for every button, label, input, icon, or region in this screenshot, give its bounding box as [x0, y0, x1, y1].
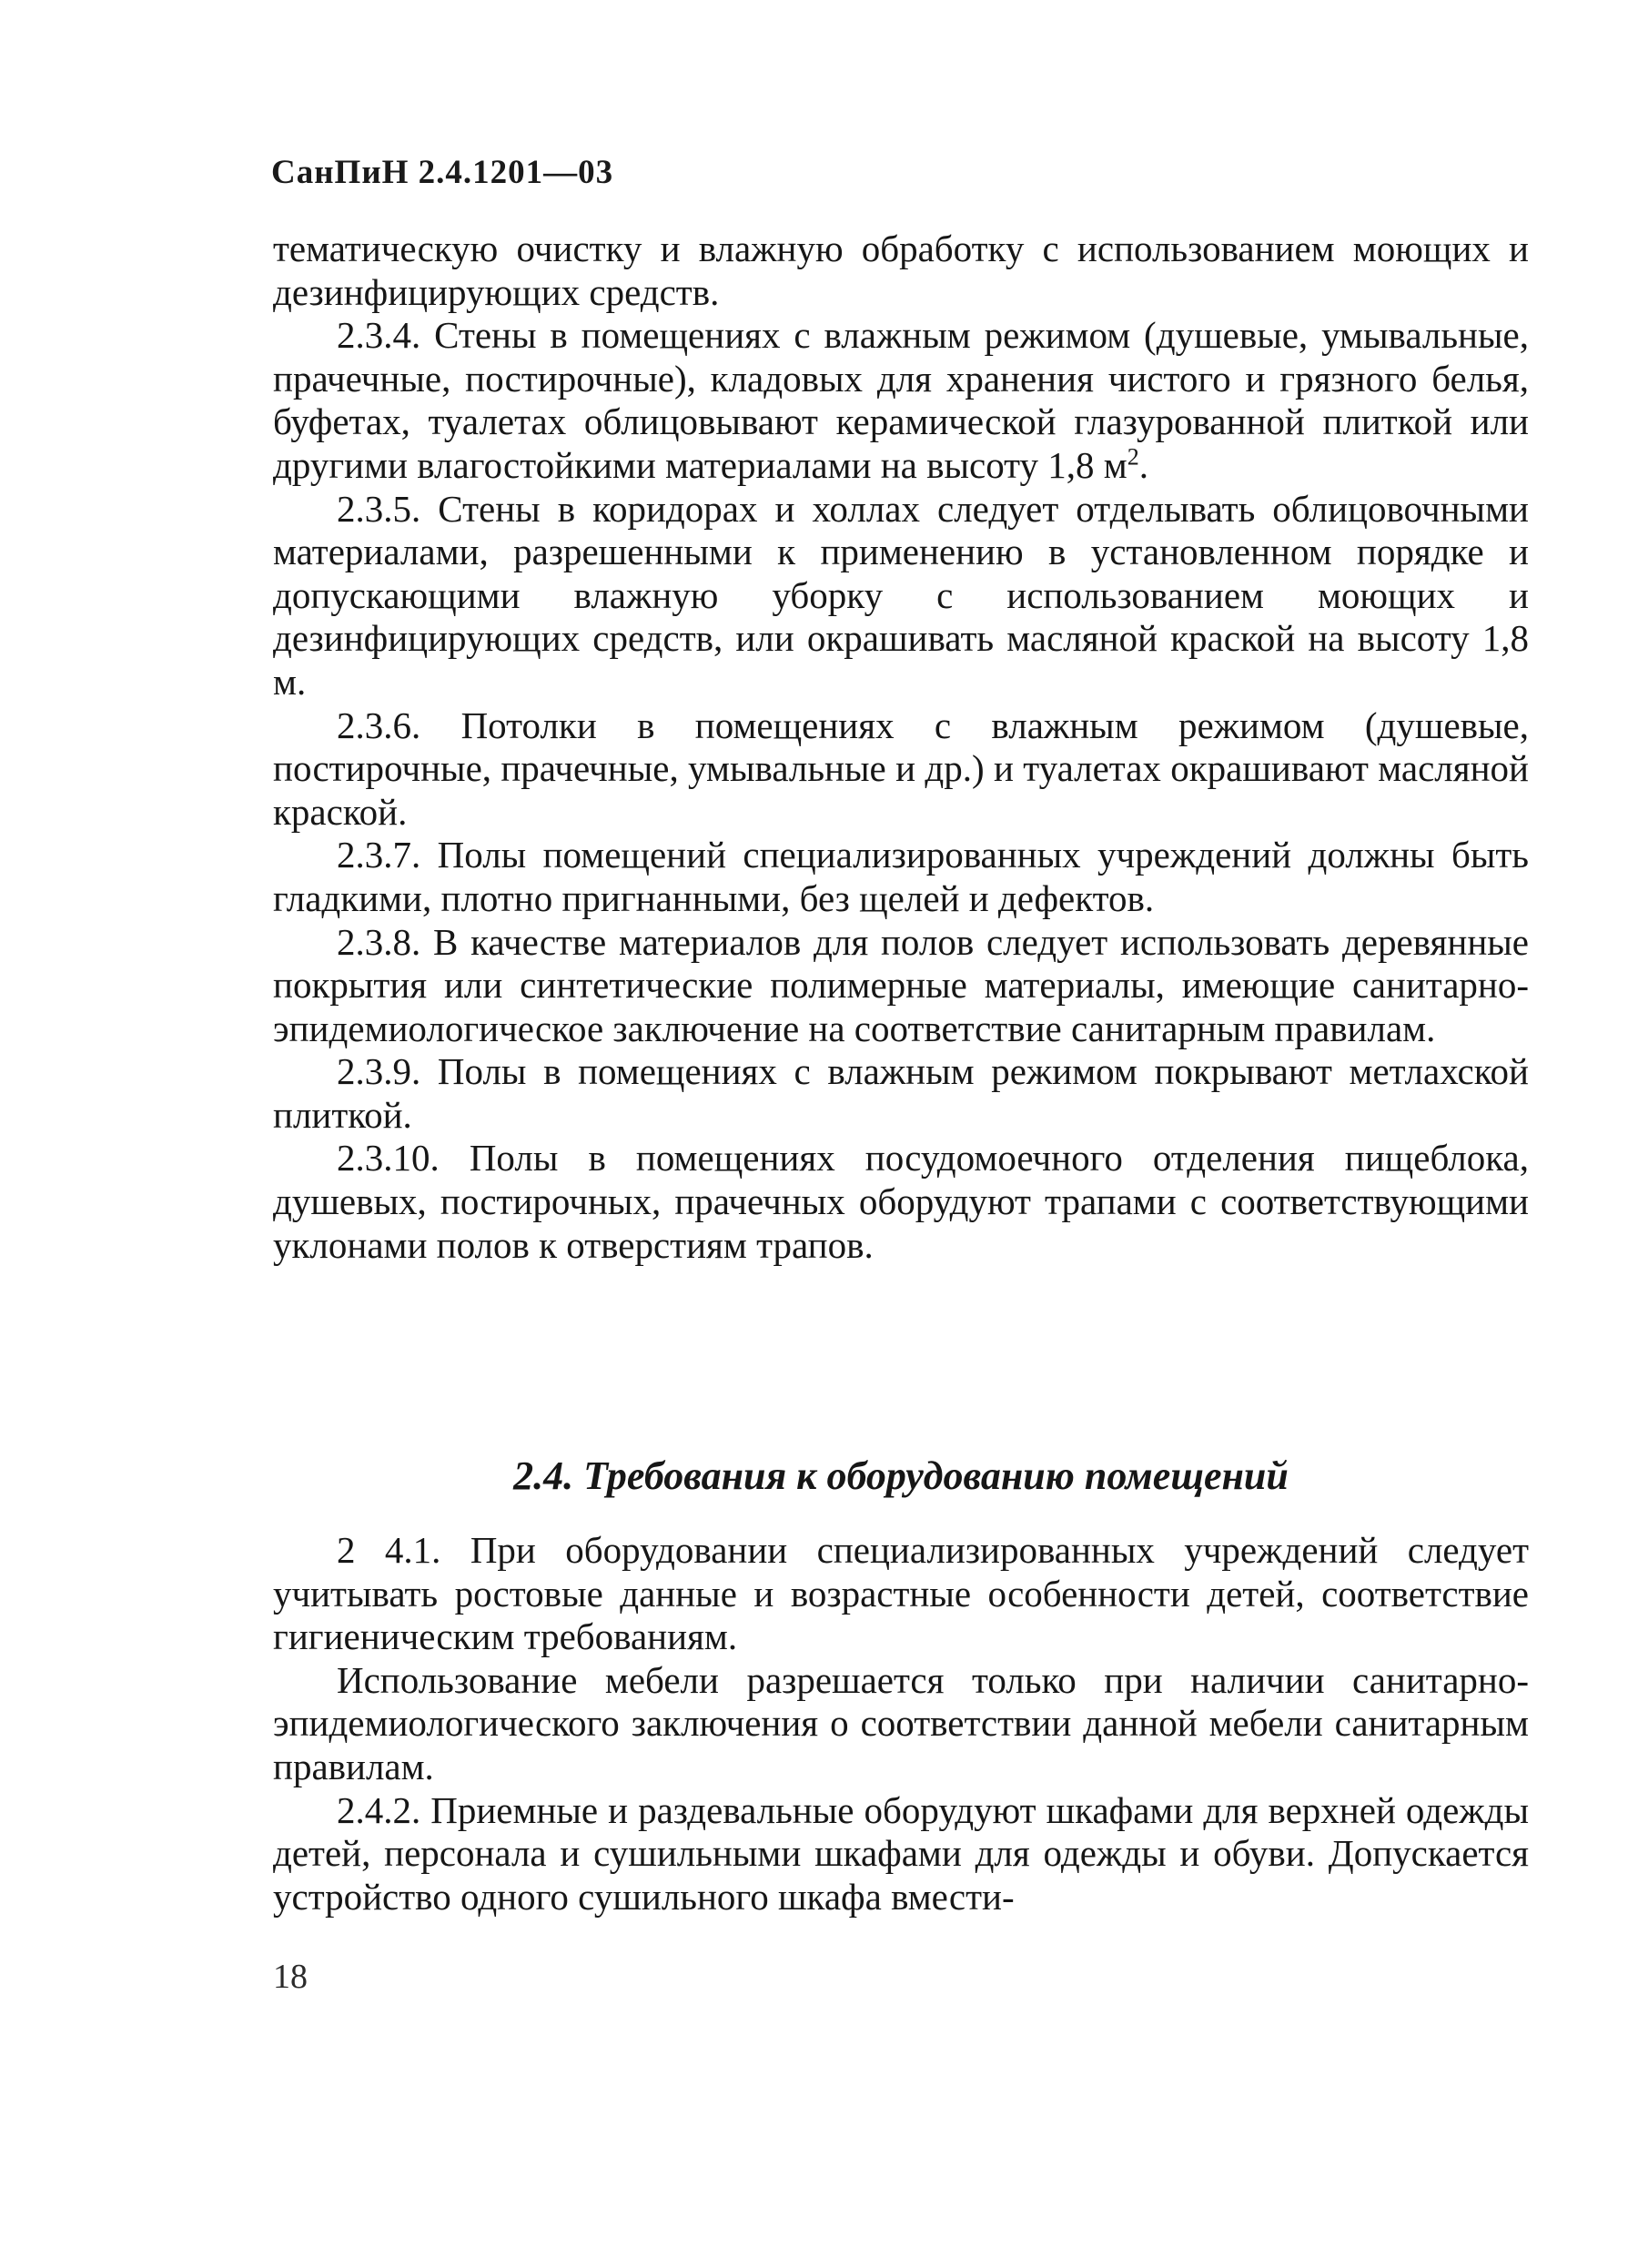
- page-number: 18: [273, 1958, 308, 1996]
- paragraph-furniture: Использование мебели разрешается только при наличии санитарно-эпидемиологического заключения о соответствии данной мебели санитарным правилам.: [273, 1658, 1529, 1787]
- paragraph-2-3-9: 2.3.9. Полы в помещениях с влажным режимом покрывают метлахской плиткой.: [273, 1050, 1529, 1136]
- paragraph-2-3-4: [273, 314, 1529, 487]
- paragraph-2-3-8: 2.3.8. В качестве материалов для полов следует использовать деревянные покрытия или синтетические полимерные материалы, имеющие санитарно-эпидемиологическое заключение на соответствие санитарным правилам.: [273, 920, 1529, 1049]
- paragraph-2-3-4-end: .: [1138, 443, 1149, 486]
- paragraph-2-4-1: 2 4.1. При оборудовании специализированных учреждений следует учитывать ростовые данные и возрастные особенности детей, соответствие гигиеническим требованиям.: [273, 1529, 1529, 1658]
- paragraph-continuation: тематическую очистку и влажную обработку с использованием моющих и дезинфицирующих средств.: [273, 228, 1529, 313]
- body-text-top: [273, 228, 1529, 1267]
- section-heading: 2.4. Требования к оборудованию помещений: [513, 1453, 1289, 1498]
- superscript: 2: [1127, 443, 1139, 471]
- body-text-bottom: [273, 1529, 1529, 1919]
- running-head: СанПиН 2.4.1201—03: [271, 154, 614, 191]
- paragraph-2-4-2: 2.4.2. Приемные и раздевальные оборудуют шкафами для верхней одежды детей, персонала и сушильными шкафами для одежды и обуви. Допускается устройство одного сушильного шкафа вмести-: [273, 1788, 1529, 1918]
- paragraph-2-3-7: 2.3.7. Полы помещений специализированных учреждений должны быть гладкими, плотно пригнанными, без щелей и дефектов.: [273, 834, 1529, 919]
- paragraph-2-3-4-text: 2.3.4. Стены в помещениях с влажным режимом (душевые, умывальные, прачечные, постирочные), кладовых для хранения чистого и грязного белья, буфетах, туалетах облицовывают керамической глазурованной плиткой или другими влагостойкими материалами на высоту 1,8 м: [273, 314, 1529, 486]
- paragraph-2-3-10: 2.3.10. Полы в помещениях посудомоечного отделения пищеблока, душевых, постирочных, прачечных оборудуют трапами с соответствующими уклонами полов к отверстиям трапов.: [273, 1137, 1529, 1266]
- paragraph-2-3-6: 2.3.6. Потолки в помещениях с влажным режимом (душевые, постирочные, прачечные, умывальные и др.) и туалетах окрашивают масляной краской.: [273, 704, 1529, 833]
- paragraph-2-3-5: 2.3.5. Стены в коридорах и холлах следует отделывать облицовочными материалами, разрешенными к применению в установленном порядке и допускающими влажную уборку с использованием моющих и дезинфицирующих средств, или окрашивать масляной краской на высоту 1,8 м.: [273, 487, 1529, 703]
